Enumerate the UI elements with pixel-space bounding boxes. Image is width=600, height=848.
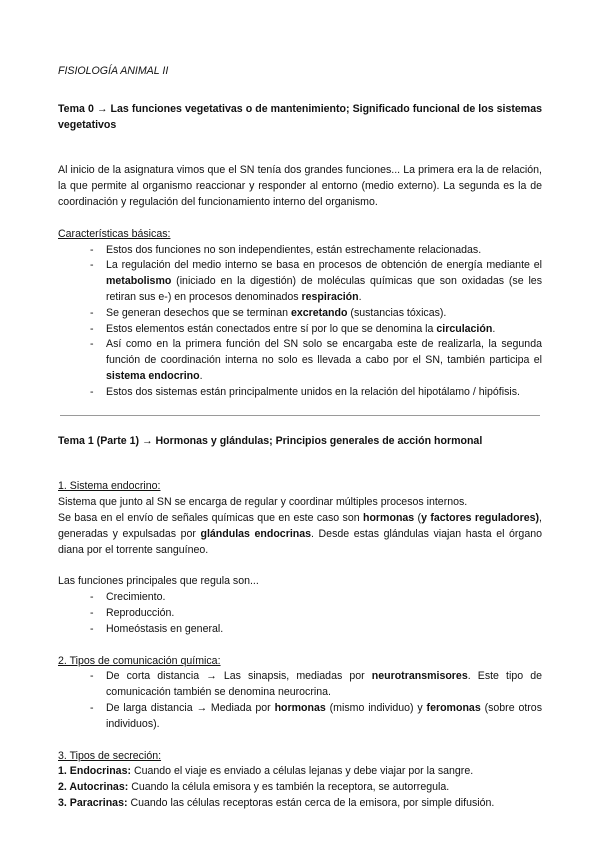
list-item: - Estos dos funciones no son independientes, están estrechamente relacionadas. <box>90 243 482 256</box>
list-item: - Así como en la primera función del SN solo se encargaba este de realizarla, la segunda función de coordinación interna no solo es llevada a cabo por el SN, también participa el sistema endocrino. <box>90 338 542 382</box>
secretion-item: 3. Paracrinas: Cuando las células receptoras están cerca de la emisora, por simple difusión. <box>58 796 495 809</box>
functions-list <box>58 590 542 637</box>
tema1-heading: Tema 1 (Parte 1) → Hormonas y glándulas; Principios generales de acción hormonal <box>58 434 483 447</box>
caracteristicas-list <box>58 243 542 401</box>
course-title: FISIOLOGÍA ANIMAL II <box>58 65 169 77</box>
list-item: - Reproducción. <box>90 606 175 619</box>
list-item: - La regulación del medio interno se basa en procesos de obtención de energía mediante el metabolismo (iniciado en la digestión) de moléculas químicas que son oxidadas (se les retiran sus e-) en procesos denominados respiración. <box>90 259 542 303</box>
s2-label: 2. Tipos de comunicación química: <box>58 654 221 667</box>
functions-intro: Las funciones principales que regula son... <box>58 575 259 588</box>
s1-paragraph: Se basa en el envío de señales químicas que en este caso son hormonas (y factores reguladores), generadas y expulsadas por glándulas endocrinas. Desde estas glándulas viajan hasta el órgano diana por el torrente sanguíneo. <box>58 511 542 556</box>
list-item: - De larga distancia → Mediada por hormonas (mismo individuo) y feromonas (sobre otros individuos). <box>90 701 542 730</box>
secretion-item: 1. Endocrinas: Cuando el viaje es enviado a células lejanas y debe viajar por la sangre. <box>58 765 474 778</box>
caracteristicas-label: Características básicas: <box>58 227 171 240</box>
comunicacion-list <box>58 669 542 732</box>
tema0-heading: Tema 0 → Las funciones vegetativas o de mantenimiento; Significado funcional de los sistemas vegetativos <box>58 102 542 131</box>
secretion-item: 2. Autocrinas: Cuando la célula emisora y es también la receptora, se autorregula. <box>58 781 450 794</box>
list-item: - Se generan desechos que se terminan excretando (sustancias tóxicas). <box>90 306 447 319</box>
tema0-intro: Al inicio de la asignatura vimos que el SN tenía dos grandes funciones... La primera era la de relación, la que permite al organismo reaccionar y responder al entorno (medio externo). La segunda es la de coordinación y regulación del funcionamiento interno del organismo. <box>58 164 542 208</box>
s1-line1: Sistema que junto al SN se encarga de regular y coordinar múltiples procesos internos. <box>58 496 468 509</box>
section-divider <box>60 415 540 416</box>
list-item: - Homeóstasis en general. <box>90 622 224 635</box>
s3-label: 3. Tipos de secreción: <box>58 749 162 762</box>
list-item: - Crecimiento. <box>90 591 166 604</box>
list-item: - Estos dos sistemas están principalmente unidos en la relación del hipotálamo / hipófisis. <box>90 385 520 398</box>
list-item: - Estos elementos están conectados entre sí por lo que se denomina la circulación. <box>90 322 496 335</box>
s1-label: 1. Sistema endocrino: <box>58 480 161 493</box>
list-item: - De corta distancia → Las sinapsis, mediadas por neurotransmisores. Este tipo de comunicación también se denomina neurocrina. <box>90 670 542 699</box>
document-page <box>58 64 542 812</box>
